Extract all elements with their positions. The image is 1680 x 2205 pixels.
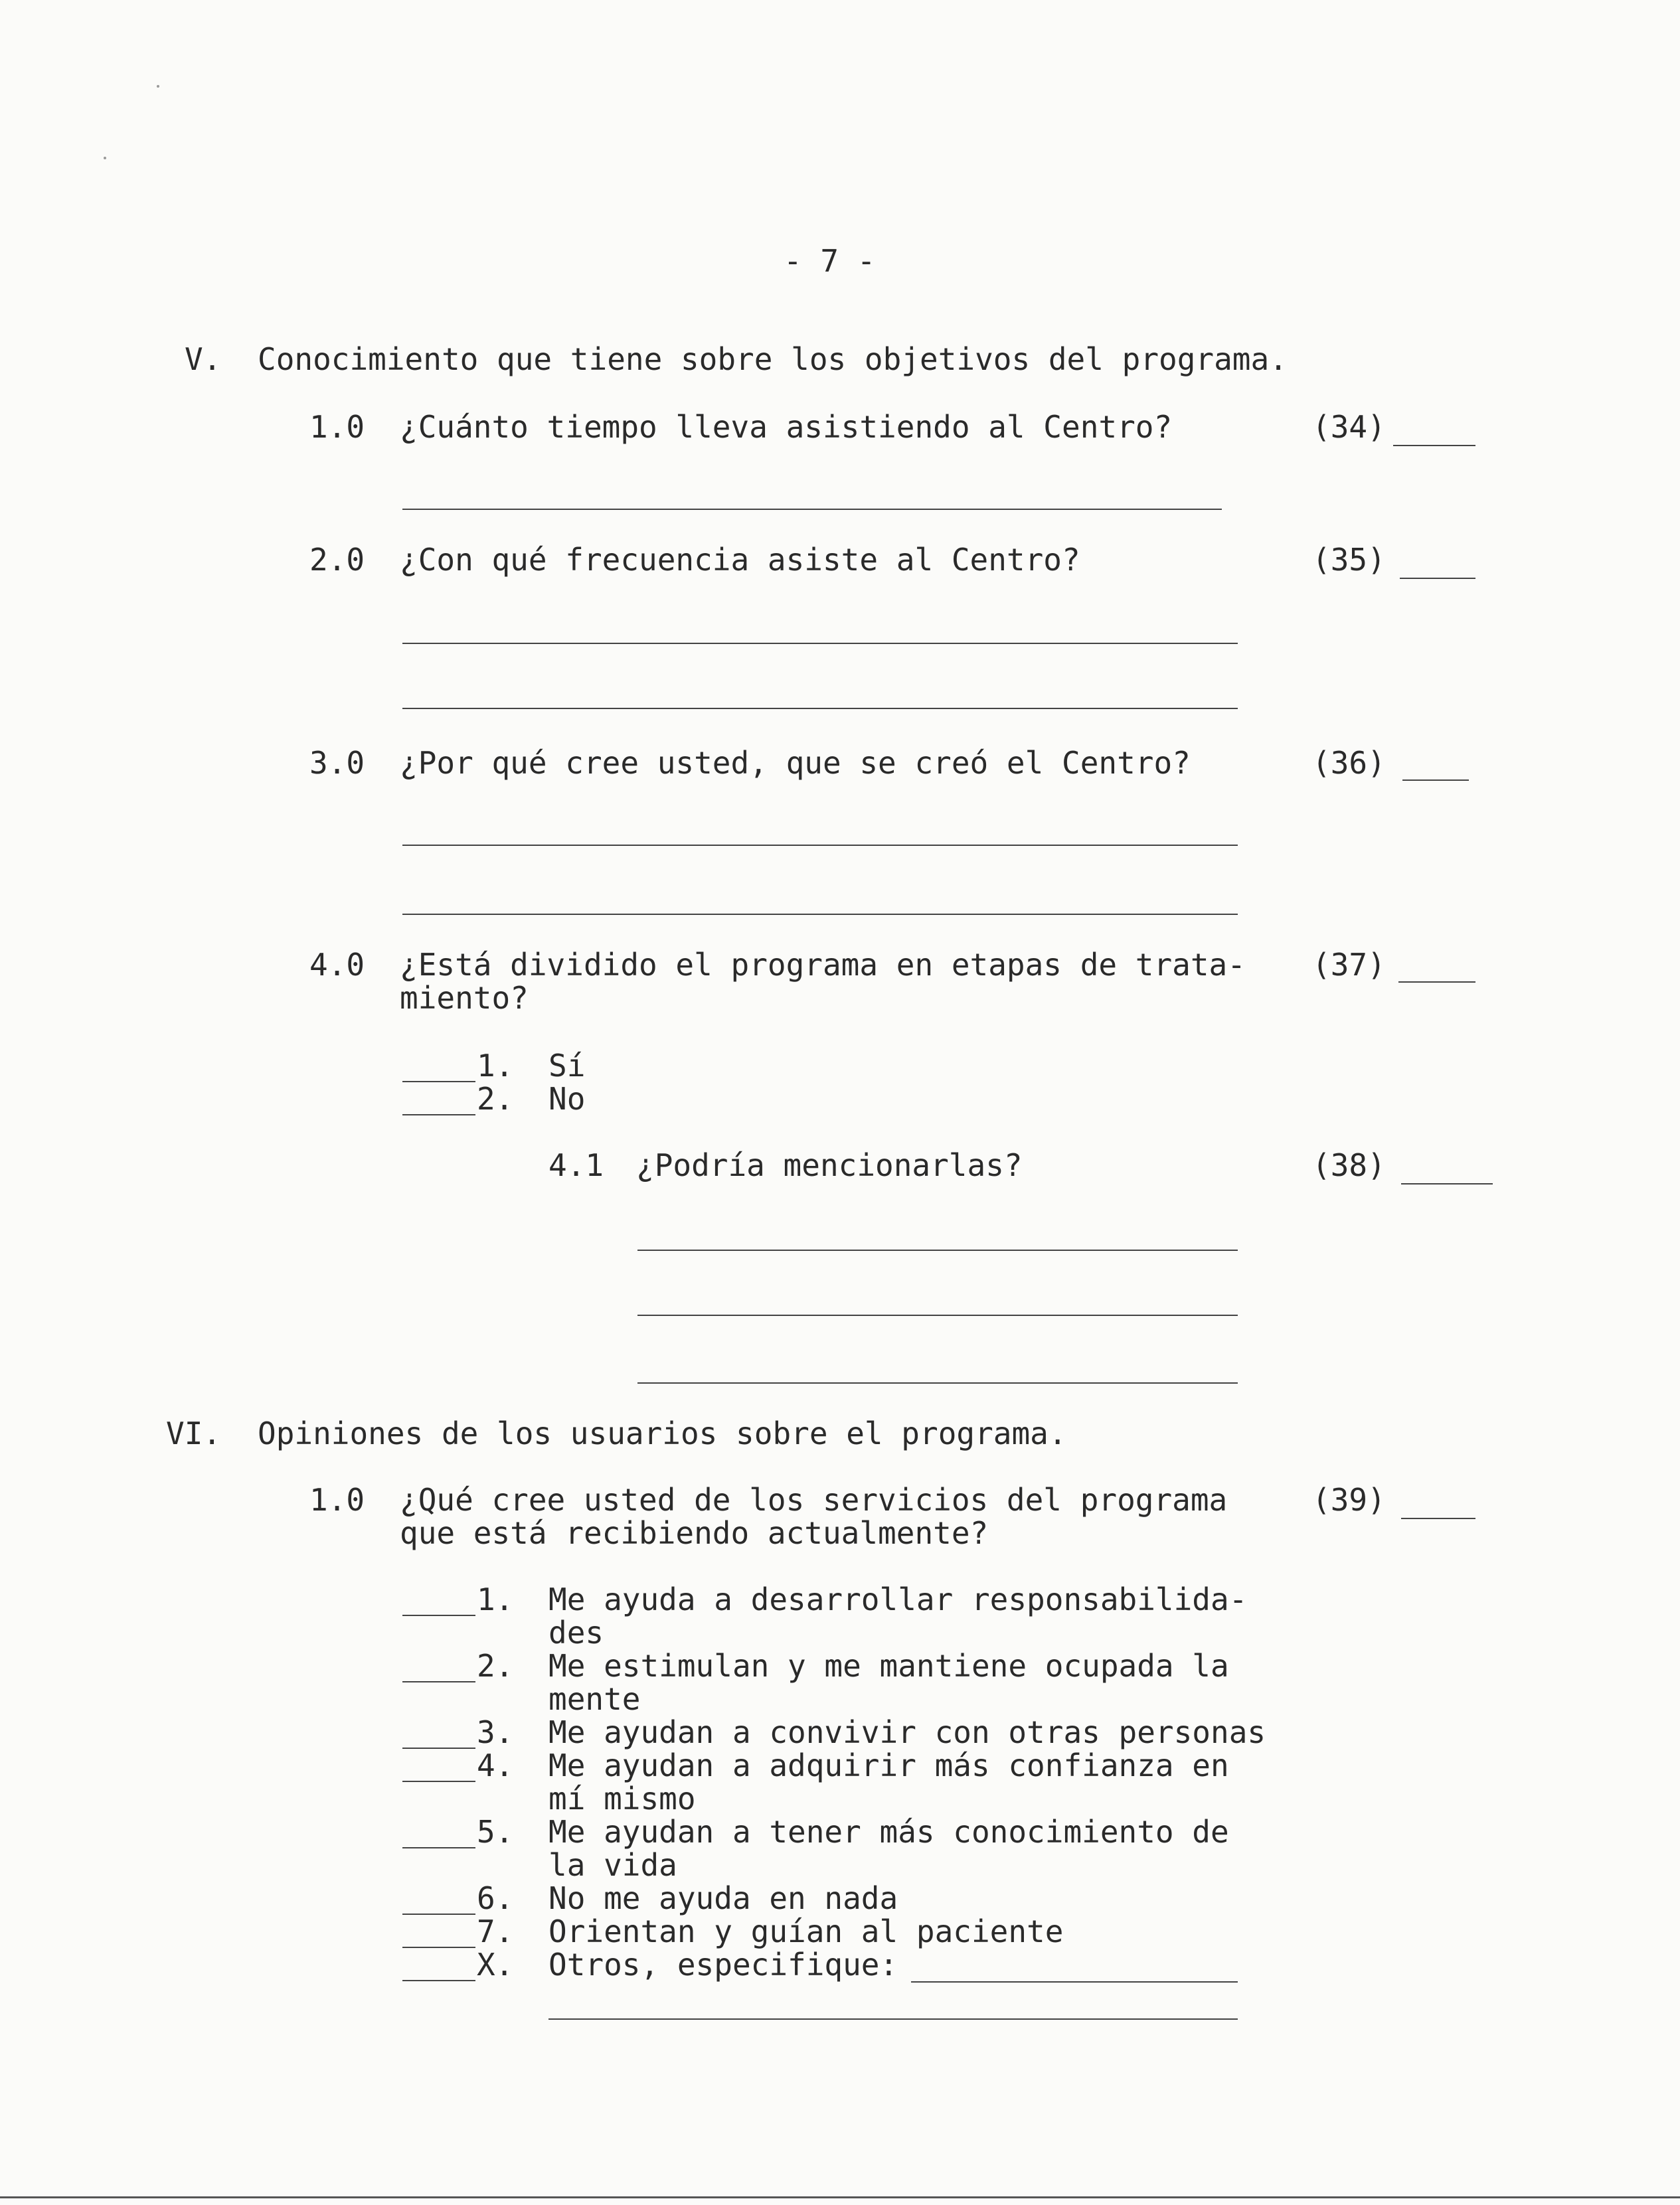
option-checkbox-blank[interactable] xyxy=(402,1914,475,1915)
option-number: 7. xyxy=(477,1914,514,1949)
question-number: 3.0 xyxy=(309,745,365,781)
option-label-continued: la vida xyxy=(548,1847,677,1883)
option-number: X. xyxy=(477,1947,514,1983)
option-checkbox-blank[interactable] xyxy=(402,1748,475,1749)
code-answer-blank[interactable] xyxy=(1402,779,1469,781)
option-number: 5. xyxy=(477,1814,514,1850)
answer-line[interactable] xyxy=(637,1315,1238,1316)
question-number: 4.0 xyxy=(309,947,365,983)
specify-answer-line[interactable] xyxy=(911,1981,1238,1983)
option-checkbox-blank[interactable] xyxy=(402,1681,475,1682)
option-label: Me ayuda a desarrollar responsabilida- xyxy=(548,1582,1248,1617)
paper-speck xyxy=(104,157,106,159)
option-label: Me estimulan y me mantiene ocupada la xyxy=(548,1648,1229,1684)
option-label: No me ayuda en nada xyxy=(548,1880,898,1916)
column-code: (36) xyxy=(1312,745,1386,781)
option-label: Me ayudan a tener más conocimiento de xyxy=(548,1814,1229,1850)
option-checkbox-blank[interactable] xyxy=(402,1847,475,1848)
code-answer-blank[interactable] xyxy=(1400,578,1475,579)
column-code: (38) xyxy=(1312,1147,1386,1183)
section-vi-numeral: VI. xyxy=(166,1416,222,1451)
column-code: (35) xyxy=(1312,542,1386,578)
option-label: No xyxy=(548,1081,586,1117)
question-text: ¿Por qué cree usted, que se creó el Centro? xyxy=(400,745,1191,781)
answer-line[interactable] xyxy=(402,643,1238,644)
option-label: Me ayudan a convivir con otras personas xyxy=(548,1714,1266,1750)
section-v-numeral: V. xyxy=(185,341,222,377)
option-label-continued: mí mismo xyxy=(548,1781,696,1817)
option-checkbox-blank[interactable] xyxy=(402,1081,475,1082)
subquestion-number: 4.1 xyxy=(548,1147,604,1183)
specify-answer-line[interactable] xyxy=(548,2018,1238,2020)
code-answer-blank[interactable] xyxy=(1401,1518,1475,1519)
question-number: 1.0 xyxy=(309,409,365,445)
section-vi-title: Opiniones de los usuarios sobre el programa. xyxy=(258,1416,1067,1451)
page-number: - 7 - xyxy=(784,243,876,279)
option-number: 1. xyxy=(477,1582,514,1617)
question-text: ¿Cuánto tiempo lleva asistiendo al Centro? xyxy=(400,409,1173,445)
section-v-title: Conocimiento que tiene sobre los objetivos del programa. xyxy=(258,341,1288,377)
column-code: (34) xyxy=(1312,409,1386,445)
option-checkbox-blank[interactable] xyxy=(402,1980,475,1981)
option-number: 1. xyxy=(477,1048,514,1084)
option-number: 2. xyxy=(477,1648,514,1684)
answer-line[interactable] xyxy=(637,1382,1238,1384)
question-text-continued: miento? xyxy=(400,980,529,1016)
option-label: Otros, especifique: xyxy=(548,1947,898,1983)
option-number: 3. xyxy=(477,1714,514,1750)
question-text: ¿Con qué frecuencia asiste al Centro? xyxy=(400,542,1080,578)
page-bottom-edge xyxy=(0,2196,1680,2198)
option-label-continued: des xyxy=(548,1615,604,1651)
option-label: Orientan y guían al paciente xyxy=(548,1914,1064,1949)
answer-line[interactable] xyxy=(637,1250,1238,1251)
question-text-continued: que está recibiendo actualmente? xyxy=(400,1515,989,1551)
answer-line[interactable] xyxy=(402,845,1238,846)
subquestion-text: ¿Podría mencionarlas? xyxy=(636,1147,1023,1183)
paper-speck xyxy=(157,85,159,88)
option-checkbox-blank[interactable] xyxy=(402,1781,475,1782)
column-code: (39) xyxy=(1312,1482,1386,1518)
question-text: ¿Está dividido el programa en etapas de trata- xyxy=(400,947,1246,983)
question-text: ¿Qué cree usted de los servicios del programa xyxy=(400,1482,1228,1518)
option-checkbox-blank[interactable] xyxy=(402,1615,475,1616)
option-checkbox-blank[interactable] xyxy=(402,1947,475,1948)
option-number: 4. xyxy=(477,1748,514,1783)
option-label-continued: mente xyxy=(548,1681,641,1717)
code-answer-blank[interactable] xyxy=(1393,445,1475,446)
code-answer-blank[interactable] xyxy=(1398,981,1475,983)
column-code: (37) xyxy=(1312,947,1386,983)
option-number: 2. xyxy=(477,1081,514,1117)
option-checkbox-blank[interactable] xyxy=(402,1114,475,1115)
answer-line[interactable] xyxy=(402,708,1238,709)
option-label: Sí xyxy=(548,1048,586,1084)
answer-line[interactable] xyxy=(402,914,1238,915)
question-number: 2.0 xyxy=(309,542,365,578)
option-label: Me ayudan a adquirir más confianza en xyxy=(548,1748,1229,1783)
answer-line[interactable] xyxy=(402,509,1222,510)
question-number: 1.0 xyxy=(309,1482,365,1518)
code-answer-blank[interactable] xyxy=(1401,1183,1493,1184)
option-number: 6. xyxy=(477,1880,514,1916)
